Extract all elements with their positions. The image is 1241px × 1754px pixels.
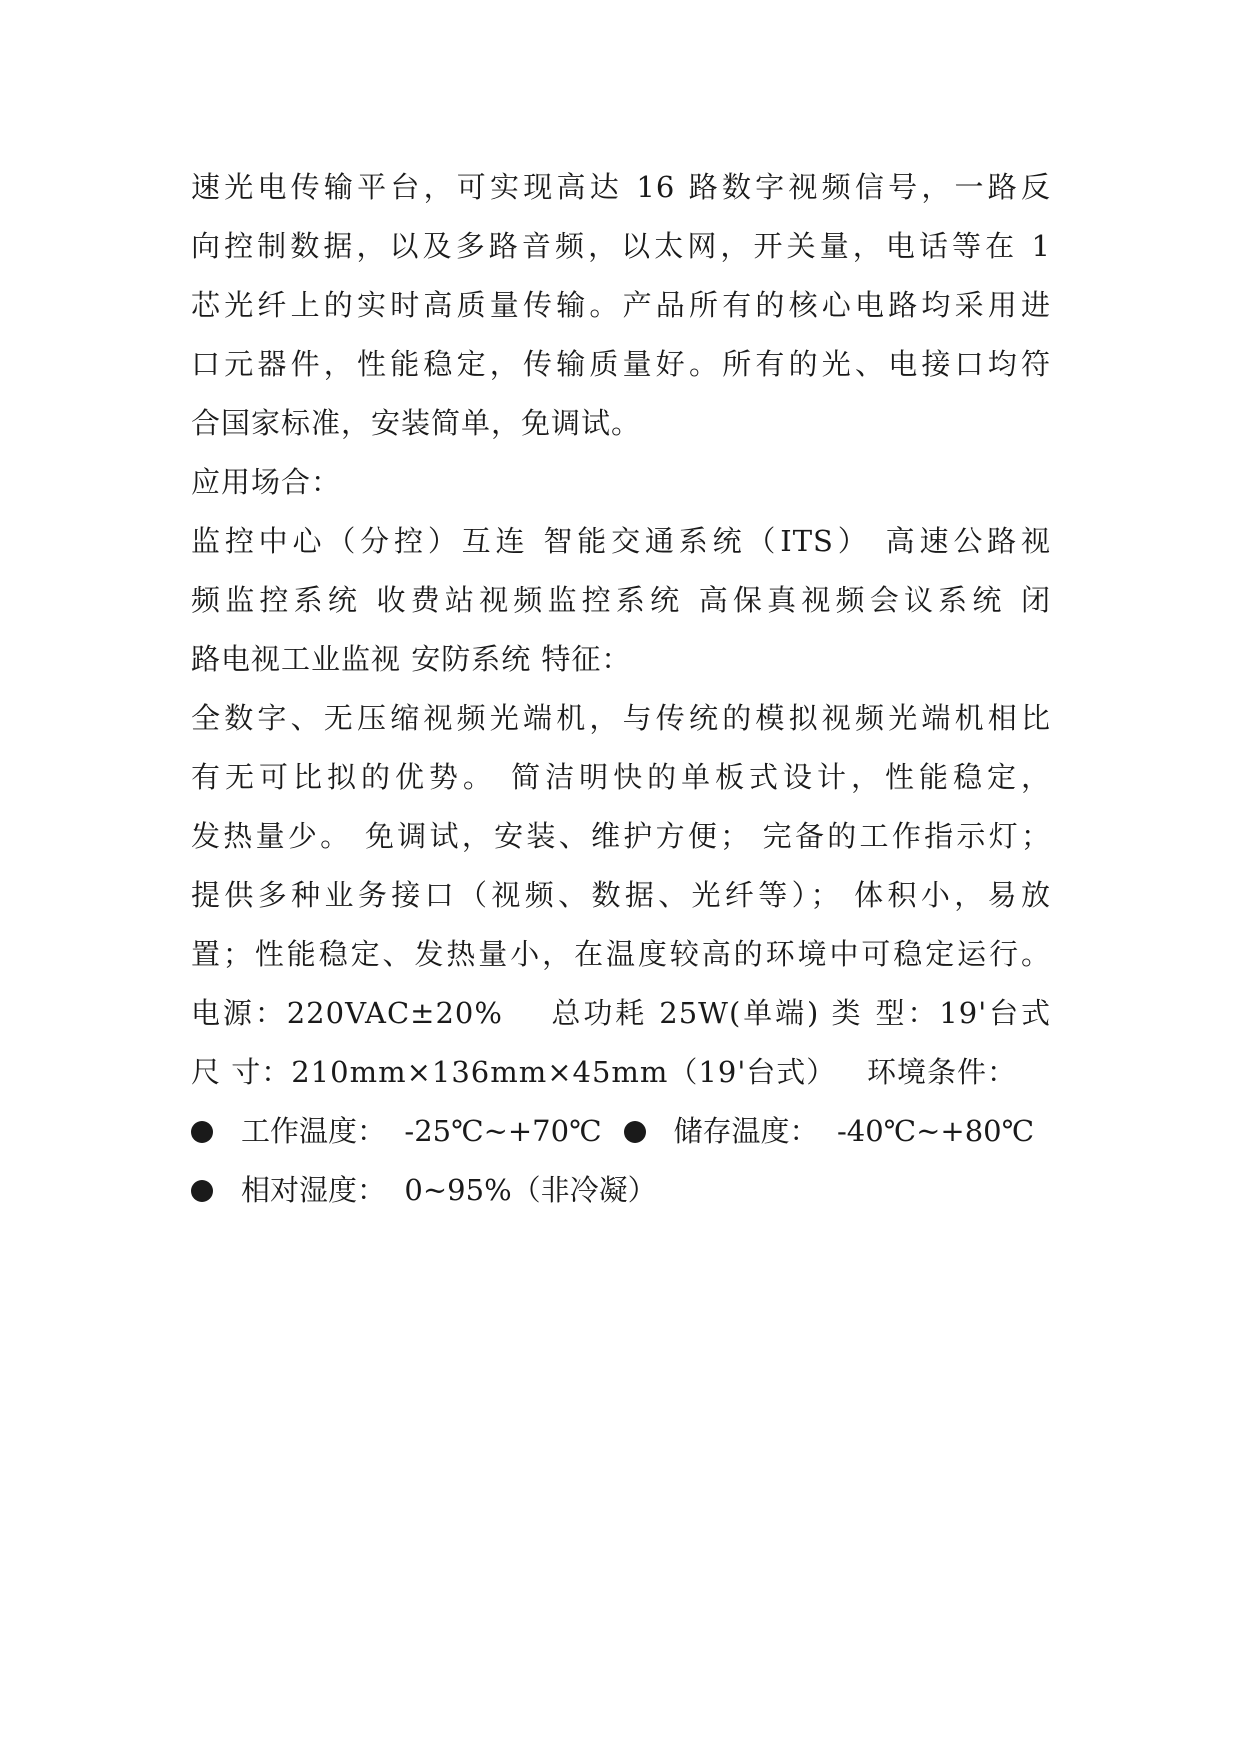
text-line: 频监控系统 收费站视频监控系统 高保真视频会议系统 闭 <box>191 583 1051 617</box>
text-line: 有无可比拟的优势。 简洁明快的单板式设计，性能稳定， <box>191 760 1051 794</box>
features-paragraph <box>191 689 1051 984</box>
environment-row-humidity <box>191 1161 1051 1220</box>
text-line: 提供多种业务接口（视频、数据、光纤等）； 体积小，易放 <box>191 878 1051 912</box>
environment-row-temperature <box>191 1102 1051 1161</box>
bullet-icon <box>191 1180 213 1202</box>
bullet-icon <box>624 1121 646 1143</box>
applications-heading: 应用场合： <box>191 465 342 499</box>
text-line: 向控制数据，以及多路音频，以太网，开关量，电话等在 1 <box>191 229 1051 263</box>
storage-temperature: 储存温度： -40℃~+80℃ <box>673 1114 1035 1148</box>
text-line: 路电视工业监视 安防系统 特征： <box>191 642 632 676</box>
text-line: 全数字、无压缩视频光端机，与传统的模拟视频光端机相比 <box>191 701 1051 735</box>
text-line: 尺 寸：210mm×136mm×45mm（19'台式） 环境条件： <box>191 1055 1017 1089</box>
text-line: 芯光纤上的实时高质量传输。产品所有的核心电路均采用进 <box>191 288 1051 322</box>
document-page <box>191 158 1051 1220</box>
text-line: 口元器件，性能稳定，传输质量好。所有的光、电接口均符 <box>191 347 1051 381</box>
working-temperature: 工作温度： -25℃~+70℃ <box>241 1114 602 1148</box>
applications-paragraph <box>191 512 1051 689</box>
text-line: 速光电传输平台，可实现高达 16 路数字视频信号，一路反 <box>191 170 1051 204</box>
intro-paragraph <box>191 158 1051 453</box>
text-line: 电源：220VAC±20% 总功耗 25W(单端) 类 型：19'台式 <box>191 996 1051 1030</box>
text-line: 置；性能稳定、发热量小，在温度较高的环境中可稳定运行。 <box>191 937 1051 971</box>
text-line: 监控中心（分控）互连 智能交通系统（ITS） 高速公路视 <box>191 524 1051 558</box>
bullet-icon <box>191 1121 213 1143</box>
text-line: 合国家标准，安装简单，免调试。 <box>191 406 642 440</box>
specs-paragraph <box>191 984 1051 1102</box>
relative-humidity: 相对湿度： 0~95%（非冷凝） <box>241 1173 657 1207</box>
text-line: 发热量少。 免调试，安装、维护方便； 完备的工作指示灯； <box>191 819 1051 853</box>
